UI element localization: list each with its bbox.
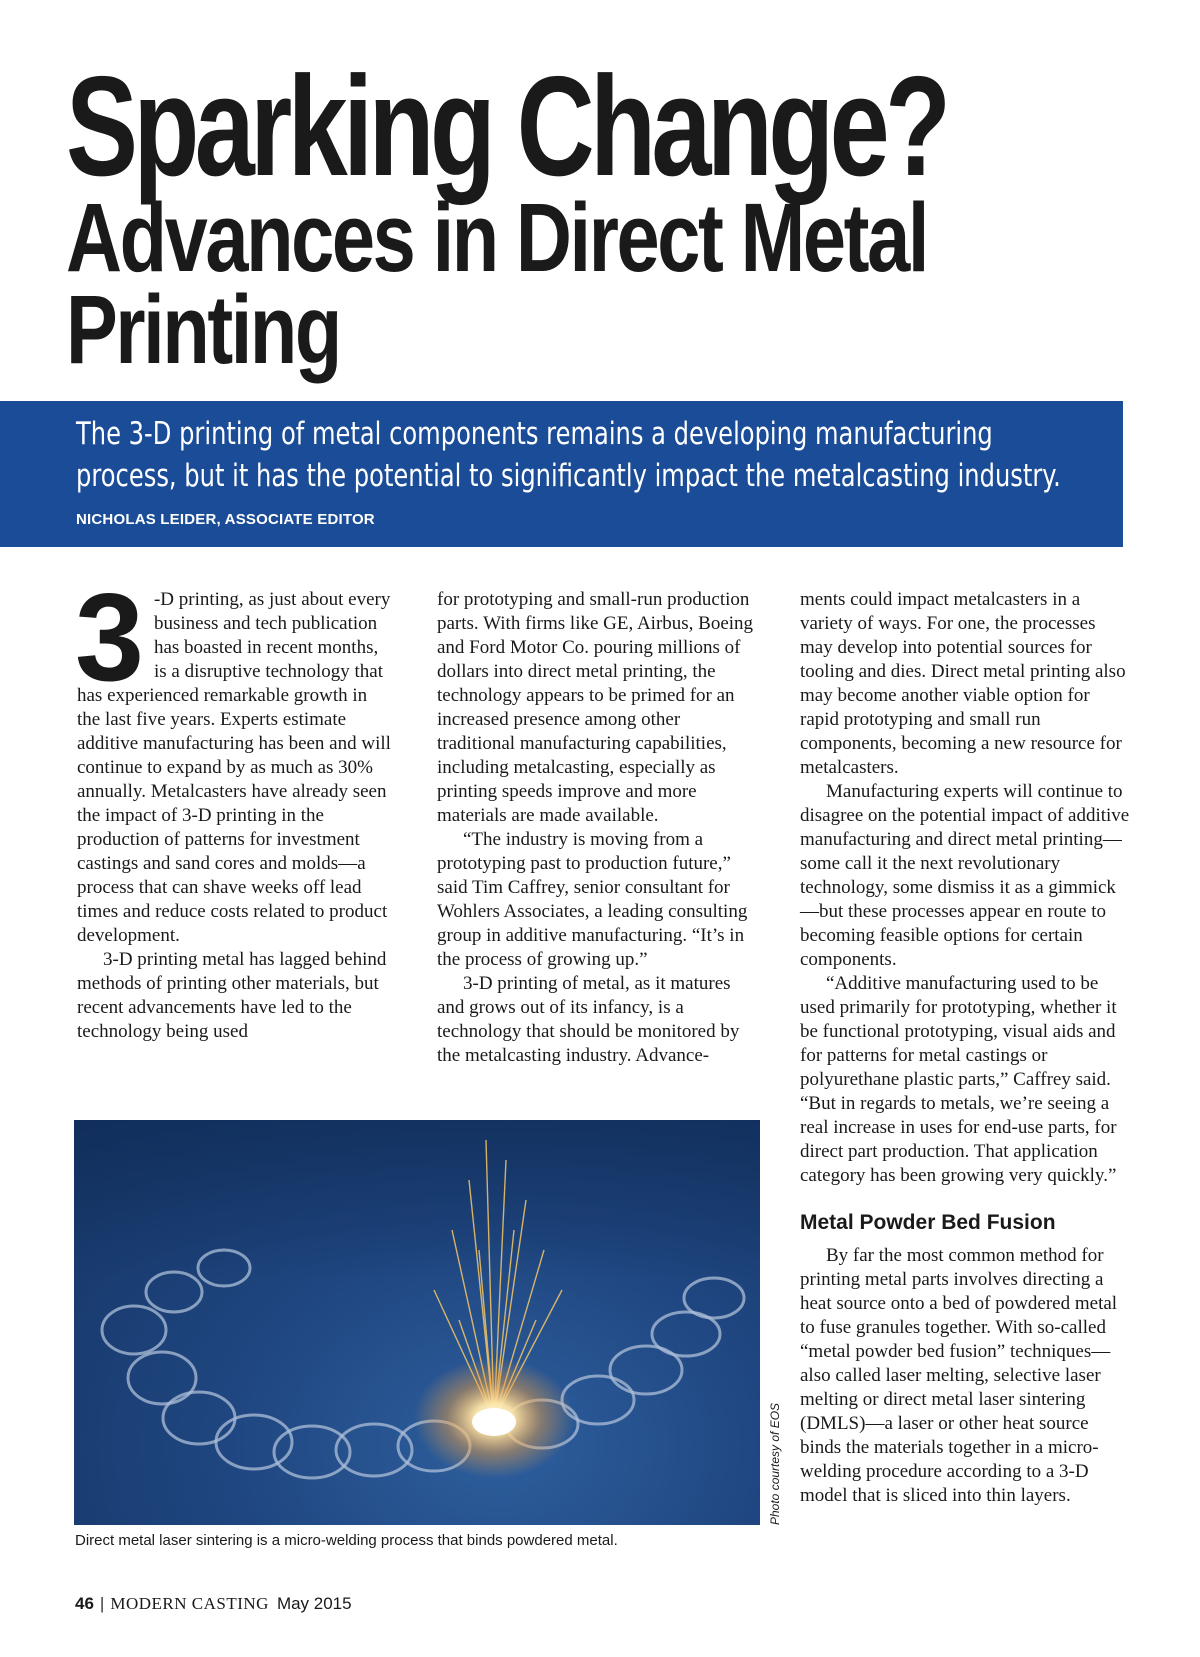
drop-cap: 3 (75, 569, 144, 707)
section-heading: Metal Powder Bed Fusion (800, 1211, 1056, 1234)
paragraph: for prototyping and small-run production parts. With firms like GE, Airbus, Boeing and Ford Motor Co. pouring millions of dollars into direct metal printing, the technology appears to be primed for an increased presence among other traditional manufacturing capabilities, including metalcasting, especially as printing speeds improve and more materials are made available. (437, 589, 754, 826)
subheadline: Advances in Direct Metal Printing (66, 183, 927, 384)
paragraph-text: -D printing, as just about every business and tech publication has boasted in recent months, is a disruptive technology that has experienced remarkable growth in the last five years. Experts estimate additive manufacturing has been and will continue to expand by as much as 30% annually. Metalcasters have already seen the impact of 3-D printing in the production of patterns for investment castings and sand cores and molds—a process that can shave weeks off lead times and reduce costs related to product development. (77, 589, 391, 946)
paragraph: Manufacturing experts will continue to disagree on the potential impact of additive manufacturing and direct metal printing—some call it the next revolutionary technology, some dismiss it as a gimmick—but these processes appear en route to becoming feasible options for certain components. (800, 781, 1130, 970)
sintering-illustration (74, 1120, 760, 1525)
photo-caption: Direct metal laser sintering is a micro-welding process that binds powdered metal. (75, 1532, 618, 1549)
magazine-name: MODERN CASTING (110, 1594, 269, 1613)
paragraph: 3-D printing metal has lagged behind methods of printing other materials, but recent advancements have led to the technology being used (77, 949, 387, 1042)
photo-credit: Photo courtesy of EOS (768, 1402, 782, 1525)
paragraph: “The industry is moving from a prototyping past to production future,” said Tim Caffrey, senior consultant for Wohlers Associates, a leading consulting group in additive manufacturing. “It’s in the process of growing up.” (437, 829, 748, 970)
article-column-1 (75, 569, 392, 1044)
article-column-3 (800, 588, 1130, 1508)
footer-separator: | (99, 1594, 105, 1613)
byline: NICHOLAS LEIDER, ASSOCIATE EDITOR (76, 511, 375, 528)
paragraph (75, 569, 392, 948)
article-column-2 (437, 588, 762, 1068)
page-footer (75, 1594, 352, 1614)
dmls-photo (74, 1120, 760, 1525)
paragraph: “Additive manufacturing used to be used primarily for prototyping, whether it be functional prototyping, visual aids and for patterns for metal castings or polyurethane plastic parts,” Caffrey said. “But in regards to metals, we’re seeing a real increase in uses for end-use parts, for direct part production. That application category has been growing very quickly.” (800, 973, 1117, 1186)
issue-date: May 2015 (276, 1594, 352, 1613)
paragraph: 3-D printing of metal, as it matures and grows out of its infancy, is a technology that should be monitored by the metalcasting industry. Advance- (437, 973, 740, 1066)
headline: Sparking Change? (66, 47, 947, 206)
deck-banner (0, 401, 1123, 547)
paragraph: By far the most common method for printing metal parts involves directing a heat source onto a bed of powdered metal to fuse granules together. With so-called “metal powder bed fusion” techniques—also called laser melting, selective laser melting or direct metal laser sintering (DMLS)—a laser or other heat source binds the materials together in a micro-welding procedure according to a 3-D model that is sliced into thin layers. (800, 1245, 1118, 1506)
paragraph: ments could impact metalcasters in a variety of ways. For one, the processes may develop into potential sources for tooling and dies. Direct metal printing also may become another viable option for rapid prototyping and small run components, becoming a new resource for metalcasters. (800, 589, 1126, 778)
page-number: 46 (75, 1594, 94, 1613)
deck-text: The 3-D printing of metal components remains a developing manufacturing process, but it has the potential to significantly impact the metalcasting industry. (76, 416, 1061, 494)
